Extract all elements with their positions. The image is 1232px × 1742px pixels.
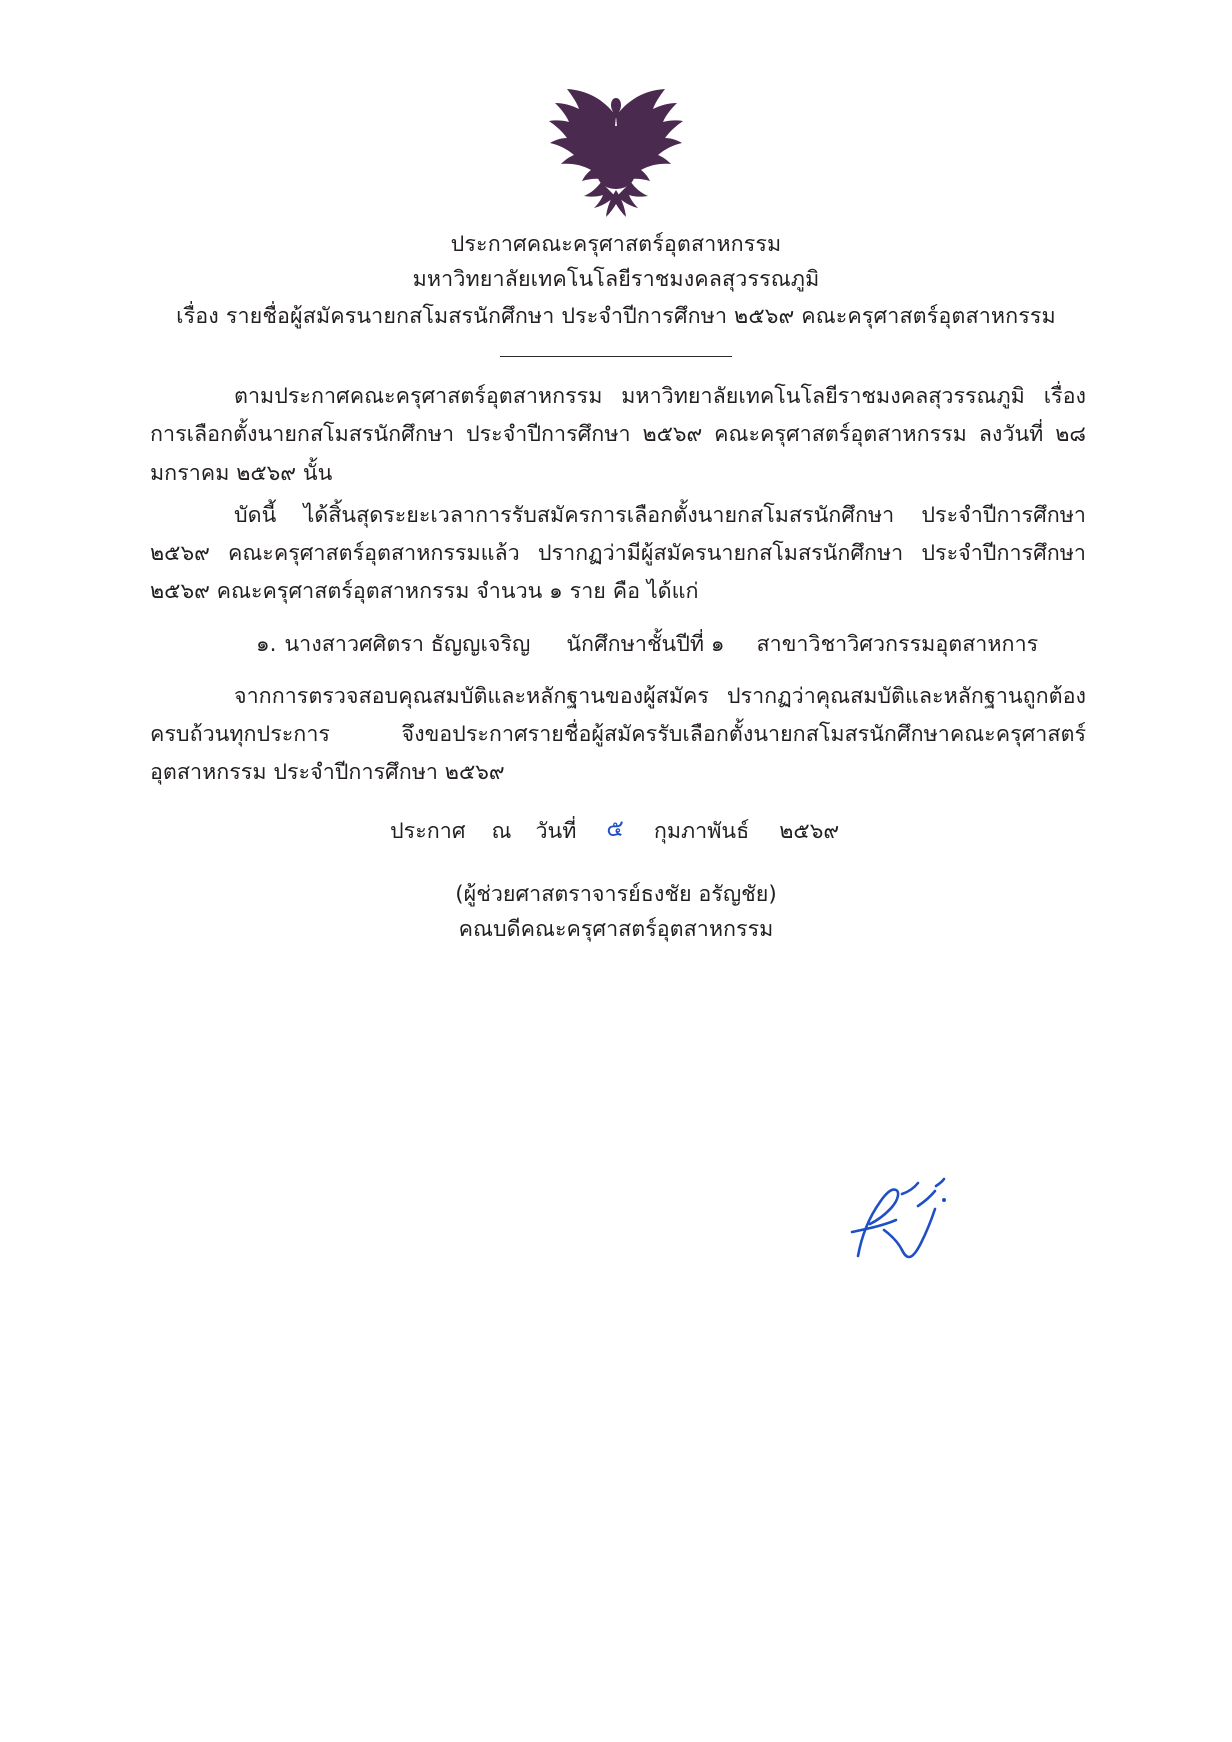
announce-year: ๒๕๖๙ [779, 818, 840, 844]
emblem-container [0, 86, 1232, 221]
announcement-date [150, 811, 1086, 852]
header-line-2: มหาวิทยาลัยเทคโนโลยีราชมงคลสุวรรณภูมิ [412, 266, 820, 292]
header-divider-container [0, 356, 1232, 357]
document-header [0, 228, 1232, 334]
announce-at: ณ [491, 818, 512, 844]
document-body [150, 378, 1086, 852]
paragraph-reference [150, 378, 1086, 493]
announce-date-label: วันที่ [535, 818, 577, 844]
signer-position: คณบดีคณะครุศาสตร์อุตสาหกรรม [458, 916, 774, 942]
candidate-year: นักศึกษาชั้นปีที่ ๑ [566, 631, 725, 657]
announce-prefix: ประกาศ [390, 818, 466, 844]
announce-day-handwritten: ๕ [606, 815, 624, 842]
candidate-program: สาขาวิชาวิศวกรรมอุตสาหการ [756, 631, 1039, 657]
signature-block [0, 878, 1232, 948]
garuda-emblem [541, 86, 691, 221]
paragraph-verification [150, 678, 1086, 793]
announce-month: กุมภาพันธ์ [653, 818, 750, 844]
signature-mark [840, 1160, 960, 1270]
header-line-1: ประกาศคณะครุศาสตร์อุตสาหกรรม [450, 232, 782, 257]
paragraph-2-text: บัดนี้ ได้สิ้นสุดระยะเวลาการรับสมัครการเลือกตั้งนายกสโมสรนักศึกษา ประจำปีการศึกษา ๒๕๖๙ คณะครุศาสตร์อุตสาหกรรมแล้ว ปรากฏว่ามีผู้สมัครนายกสโมสรนักศึกษา ประจำปีการศึกษา ๒๕๖๙ คณะครุศาสตร์อุตสาหกรรม จำนวน ๑ ราย คือ ได้แก่ [150, 502, 1086, 605]
paragraph-3-text: จากการตรวจสอบคุณสมบัติและหลักฐานของผู้สมัคร ปรากฏว่าคุณสมบัติและหลักฐานถูกต้องครบถ้วนทุกประการ จึงขอประกาศรายชื่อผู้สมัครรับเลือกตั้งนายกสโมสรนักศึกษาคณะครุศาสตร์อุตสาหกรรม ประจำปีการศึกษา ๒๕๖๙ [150, 683, 1086, 786]
candidate-name: นางสาวศศิตรา ธัญญเจริญ [284, 631, 531, 657]
signer-name: (ผู้ช่วยศาสตราจารย์ธงชัย อรัญชัย) [455, 882, 777, 907]
paragraph-1-text: ตามประกาศคณะครุศาสตร์อุตสาหกรรม มหาวิทยาลัยเทคโนโลยีราชมงคลสุวรรณภูมิ เรื่อง การเลือกตั้งนายกสโมสรนักศึกษา ประจำปีการศึกษา ๒๕๖๙ คณะครุศาสตร์อุตสาหกรรม ลงวันที่ ๒๘ มกราคม ๒๕๖๙ นั้น [150, 384, 1086, 486]
candidate-number: ๑. [256, 631, 277, 657]
header-divider [500, 356, 732, 357]
header-subject: เรื่อง รายชื่อผู้สมัครนายกสโมสรนักศึกษา ประจำปีการศึกษา ๒๕๖๙ คณะครุศาสตร์อุตสาหกรรม [176, 303, 1056, 329]
paragraph-application-closed [150, 497, 1086, 612]
candidate-list-item [150, 626, 1086, 664]
